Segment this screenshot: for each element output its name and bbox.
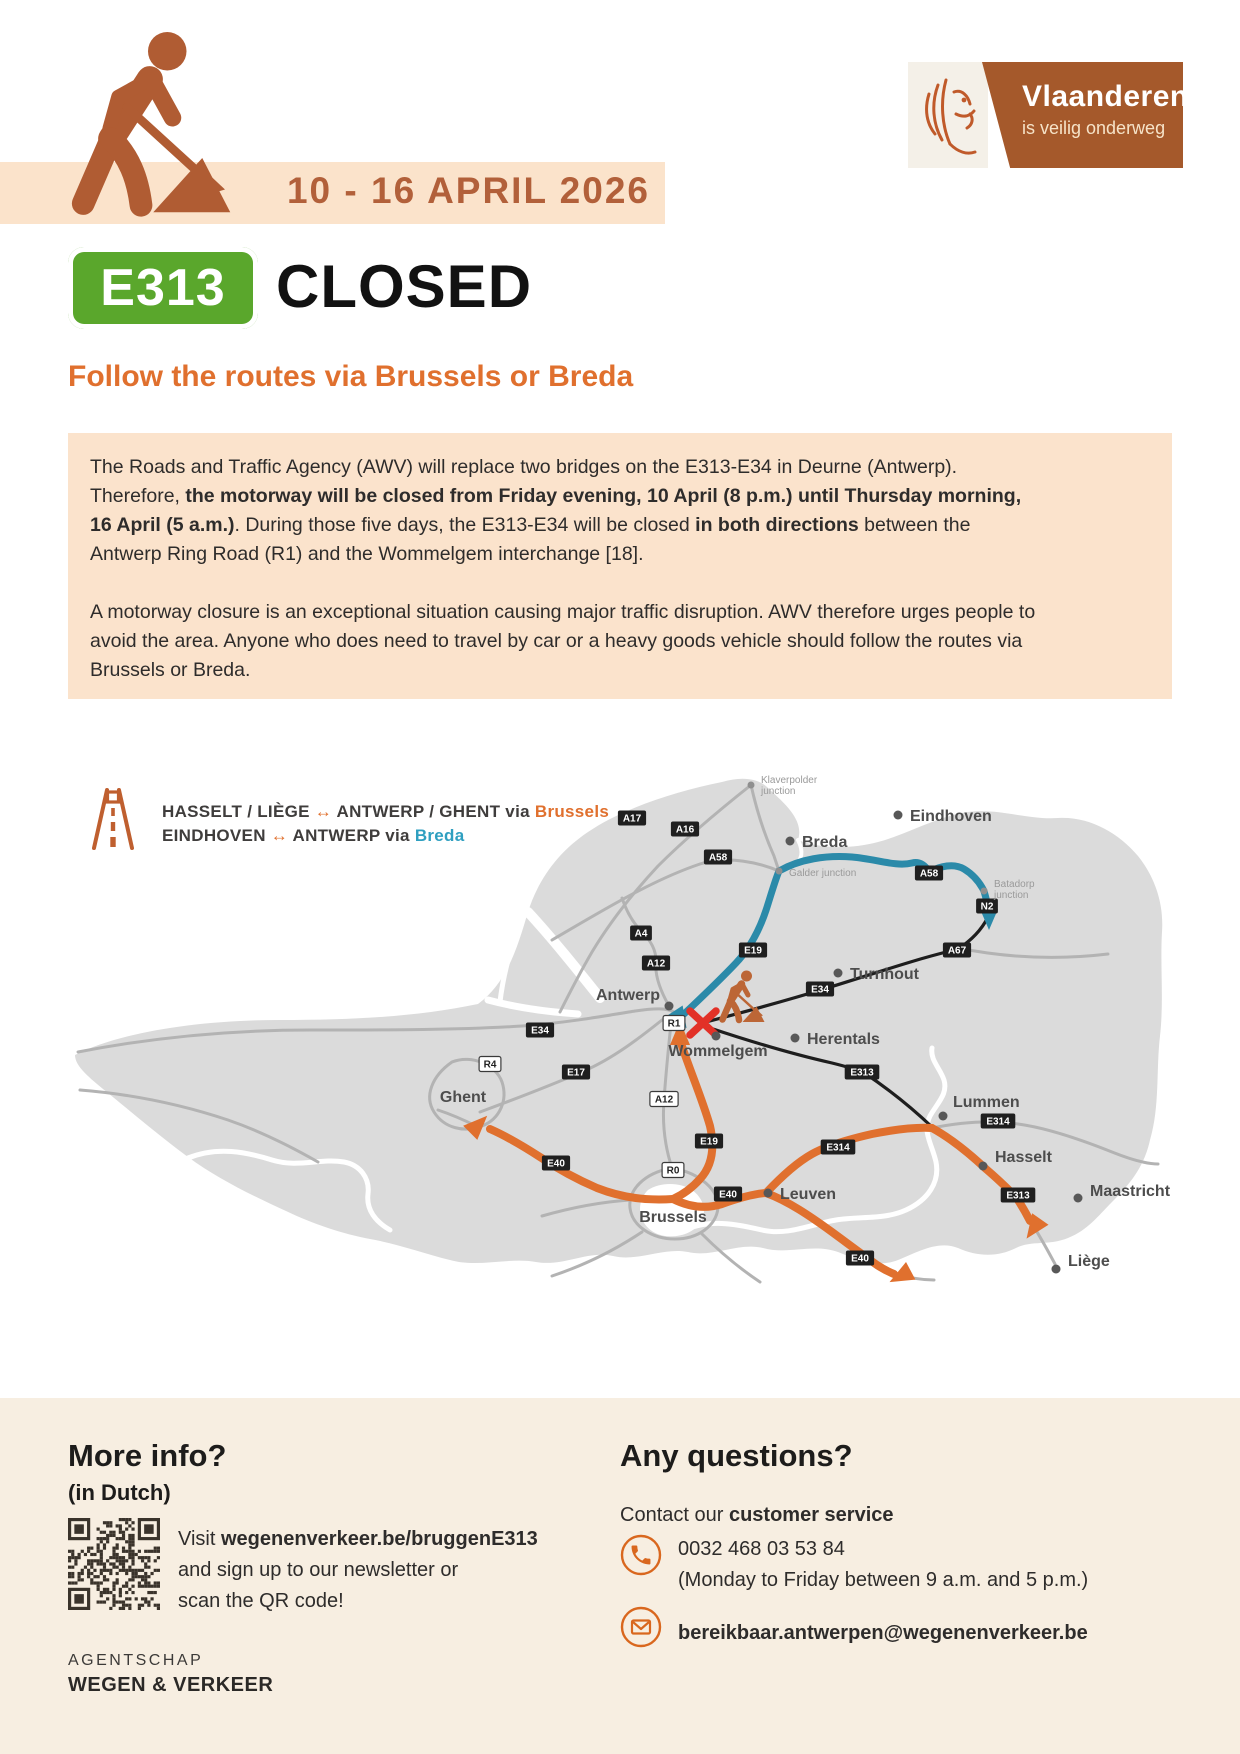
- city-label: [639, 1209, 707, 1226]
- road-badge: [704, 850, 732, 865]
- text-run: between the Antwerp Ring Road (R1) and the Wommelgem interchange [18].: [90, 514, 971, 565]
- road-badge: [1001, 1188, 1036, 1203]
- agency-name-line1: AGENTSCHAP: [68, 1652, 204, 1669]
- text-run: HASSELT / LIÈGE: [162, 802, 315, 821]
- svg-text:E313: E313: [1006, 1190, 1030, 1202]
- road-badge: [630, 926, 652, 941]
- road-badge: [915, 866, 943, 881]
- svg-text:Herentals: Herentals: [807, 1031, 880, 1048]
- vlaanderen-logo-box: [982, 62, 1183, 168]
- svg-text:junction: junction: [761, 786, 796, 797]
- svg-text:A12: A12: [654, 1094, 674, 1106]
- routes-subtitle: Follow the routes via Brussels or Breda: [68, 360, 634, 393]
- road-badge: [695, 1134, 723, 1149]
- text-run: . During those five days, the E313-E34 will be closed: [234, 514, 696, 536]
- date-banner: 10 - 16 APRIL 2026: [286, 170, 650, 211]
- svg-text:E313: E313: [850, 1067, 874, 1079]
- svg-text:Wommelgem: Wommelgem: [668, 1043, 768, 1060]
- road-badge: [562, 1065, 590, 1080]
- road-badge: [663, 1016, 685, 1031]
- svg-text:Brussels: Brussels: [639, 1209, 707, 1226]
- svg-text:Galder junction: Galder junction: [789, 868, 857, 879]
- route-map: [60, 760, 1180, 1290]
- svg-text:Hasselt: Hasselt: [995, 1149, 1052, 1166]
- road-badge: [806, 982, 834, 997]
- visit-text: [178, 1524, 538, 1617]
- svg-text:junction: junction: [994, 890, 1029, 901]
- city-label: [440, 1089, 487, 1106]
- road-badge: [671, 822, 699, 837]
- svg-text:Klaverpolder: Klaverpolder: [761, 775, 818, 786]
- text-run: EINDHOVEN: [162, 826, 271, 845]
- svg-text:A12: A12: [646, 958, 666, 970]
- e313-road-sign: E313: [68, 247, 258, 329]
- svg-text:Batadorp: Batadorp: [994, 879, 1035, 890]
- road-badge: [642, 956, 670, 971]
- announcement-box: [68, 433, 1172, 699]
- svg-text:E314: E314: [986, 1116, 1010, 1128]
- text-run: ↔: [270, 826, 289, 845]
- questions-title: Any questions?: [620, 1438, 853, 1473]
- svg-text:Breda: Breda: [802, 834, 848, 851]
- newsletter-line: and sign up to our newsletter or: [178, 1559, 459, 1581]
- text-run: Brussels: [534, 802, 610, 821]
- svg-text:Maastricht: Maastricht: [1090, 1183, 1171, 1200]
- more-info-title: More info?: [68, 1438, 227, 1473]
- qr-line: scan the QR code!: [178, 1590, 344, 1612]
- road-badge: [650, 1092, 678, 1107]
- svg-text:E19: E19: [700, 1136, 718, 1148]
- road-badge: [618, 811, 646, 826]
- text-run: Breda: [414, 826, 465, 845]
- svg-text:Leuven: Leuven: [780, 1186, 837, 1203]
- qr-code: [68, 1518, 160, 1610]
- road-badge: [845, 1065, 880, 1080]
- city-label: [1052, 1253, 1110, 1274]
- visit-prefix: Visit: [178, 1528, 221, 1550]
- svg-text:E40: E40: [547, 1158, 565, 1170]
- svg-text:E17: E17: [567, 1067, 585, 1079]
- svg-text:E19: E19: [744, 945, 762, 957]
- phone-hours: (Monday to Friday between 9 a.m. and 5 p.m.): [678, 1569, 1089, 1591]
- svg-text:E40: E40: [719, 1189, 737, 1201]
- svg-text:R1: R1: [667, 1018, 681, 1030]
- road-badge: [981, 1114, 1016, 1129]
- flemish-lion-icon: [914, 72, 984, 162]
- svg-text:A58: A58: [919, 868, 939, 880]
- road-badge: [542, 1156, 570, 1171]
- text-run: in both directions: [695, 514, 859, 536]
- city-label: [894, 808, 992, 825]
- website-url[interactable]: wegenenverkeer.be/bruggenE313: [220, 1528, 538, 1550]
- phone-block: [678, 1534, 1088, 1596]
- more-info-language-note: (in Dutch): [68, 1480, 171, 1505]
- road-badge: [846, 1251, 874, 1266]
- map-land: [75, 779, 1162, 1264]
- vlaanderen-logo-subtitle: is veilig onderweg: [1022, 118, 1166, 138]
- svg-text:A58: A58: [708, 852, 728, 864]
- contact-line: [620, 1500, 894, 1531]
- svg-text:A4: A4: [634, 928, 648, 940]
- svg-text:E34: E34: [531, 1025, 549, 1037]
- vlaanderen-logo-title: Vlaanderen: [1022, 80, 1189, 113]
- phone-icon: [620, 1534, 662, 1576]
- svg-text:Lummen: Lummen: [953, 1094, 1020, 1111]
- road-badge: [526, 1023, 554, 1038]
- road-badge: [714, 1187, 742, 1202]
- svg-text:N2: N2: [980, 901, 994, 913]
- customer-service-label: customer service: [728, 1504, 894, 1526]
- svg-text:A67: A67: [947, 945, 967, 957]
- svg-text:Turnhout: Turnhout: [850, 966, 920, 983]
- road-badge: [662, 1163, 684, 1178]
- announcement-paragraph-2: [90, 598, 1040, 685]
- road-badge: [479, 1057, 501, 1072]
- text-run: the motorway will be closed from Friday evening, 10 April (8 p.m.) until Thursday morning, 16 April (5 a.m.): [90, 485, 1022, 536]
- text-run: ↔: [314, 802, 333, 821]
- svg-text:Liège: Liège: [1068, 1253, 1110, 1270]
- text-run: The Roads and Traffic Agency (AWV) will replace two bridges on the E313-E34 in Deurne (Antwerp). Therefore,: [90, 456, 958, 507]
- svg-text:R0: R0: [666, 1165, 680, 1177]
- svg-text:Antwerp: Antwerp: [596, 987, 660, 1004]
- phone-number: 0032 468 03 53 84: [678, 1538, 845, 1560]
- road-badge: [739, 943, 767, 958]
- text-run: ANTWERP via: [288, 826, 415, 845]
- svg-text:E40: E40: [851, 1253, 869, 1265]
- agency-name-line2: WEGEN & VERKEER: [68, 1674, 274, 1696]
- svg-text:Eindhoven: Eindhoven: [910, 808, 992, 825]
- text-run: ANTWERP / GHENT via: [332, 802, 535, 821]
- svg-text:E314: E314: [826, 1142, 850, 1154]
- svg-text:Ghent: Ghent: [439, 1089, 487, 1106]
- svg-text:A16: A16: [675, 824, 695, 836]
- email-address[interactable]: bereikbaar.antwerpen@wegenenverkeer.be: [678, 1622, 1088, 1644]
- road-badge: [821, 1140, 856, 1155]
- svg-text:A17: A17: [622, 813, 642, 825]
- svg-text:R4: R4: [483, 1059, 497, 1071]
- announcement-paragraph-1: [90, 453, 1040, 569]
- contact-prefix: Contact our: [620, 1504, 729, 1526]
- text-run: A motorway closure is an exceptional situation causing major traffic disruption. AWV therefore urges people to avoid the area. Anyone who does need to travel by car or a heavy goods vehicle should follow the routes via Brussels or Breda.: [90, 601, 1036, 681]
- road-badge: [943, 943, 971, 958]
- svg-text:E34: E34: [811, 984, 829, 996]
- closed-heading: CLOSED: [276, 253, 533, 320]
- email-icon: [620, 1606, 662, 1648]
